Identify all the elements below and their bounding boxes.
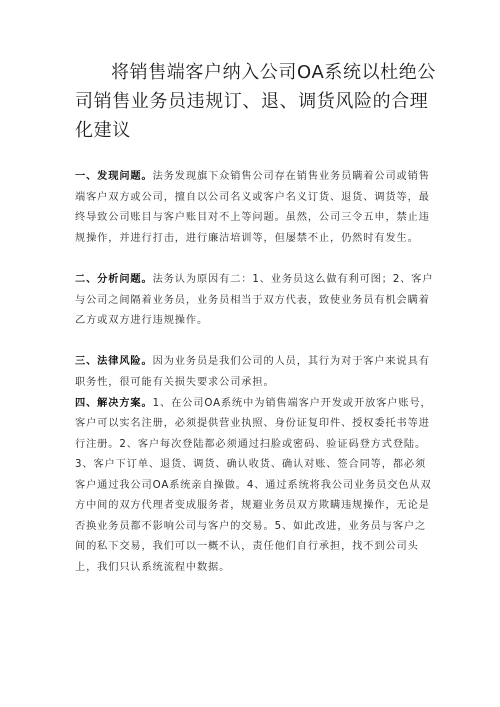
section-legal-risk (75, 352, 437, 393)
section-discover-problem (75, 167, 437, 249)
section-heading: 二、分析问题。 (75, 274, 153, 285)
section-heading: 四、解决方案。 (75, 397, 153, 409)
section-body: 1、在公司OA系统中为销售端客户开发或开放客户账号，客户可以实名注册，必须提供营业执照、身份证复印件、授权委托书等进行注册。2、客户每次登陆都必须通过扫脸或密码、验证码登方式登陆。3、客户下订单、退货、调货、确认收货、确认对账、签合同等，都必须客户通过我公司OA系统亲自操做。4、通过系统将我公司业务员交色从双方中间的双方代理者变成服务者，规避业务员双方欺瞒违规操作，无论是否换业务员都不影响公司与客户的交易。5、如此改进，业务员与客户之间的私下交易，我们可以一概不认，责任他们自行承担，找不到公司头上，我们只认系统流程中数据。 (75, 397, 432, 573)
section-solution (75, 394, 437, 579)
section-body: 法务认为原因有二：1、业务员这么做有利可图；2、客户与公司之间隔着业务员，业务员相当于双方代表，致使业务员有机会瞒着乙方或双方进行违规操作。 (75, 274, 434, 326)
section-analyze-problem (75, 270, 437, 332)
section-body: 法务发现旗下众销售公司存在销售业务员瞒着公司或销售端客户双方或公司，擅自以公司名义或客户名义订货、退货、调货等，最终导致公司账目与客户账目对不上等问题。虽然，公司三令五申，禁止违规操作，并进行打击，进行廉洁培训等，但屡禁不止，仍然时有发生。 (75, 171, 430, 244)
section-heading: 三、法律风险。 (75, 356, 153, 367)
document-title: 将销售端客户纳入公司OA系统以杜绝公司销售业务员违规订、退、调货风险的合理化建议 (75, 62, 436, 141)
section-body: 因为业务员是我们公司的人员，其行为对于客户来说具有职务性，很可能有关损失要求公司承担。 (75, 356, 430, 388)
section-heading: 一、发现问题。 (75, 171, 153, 182)
